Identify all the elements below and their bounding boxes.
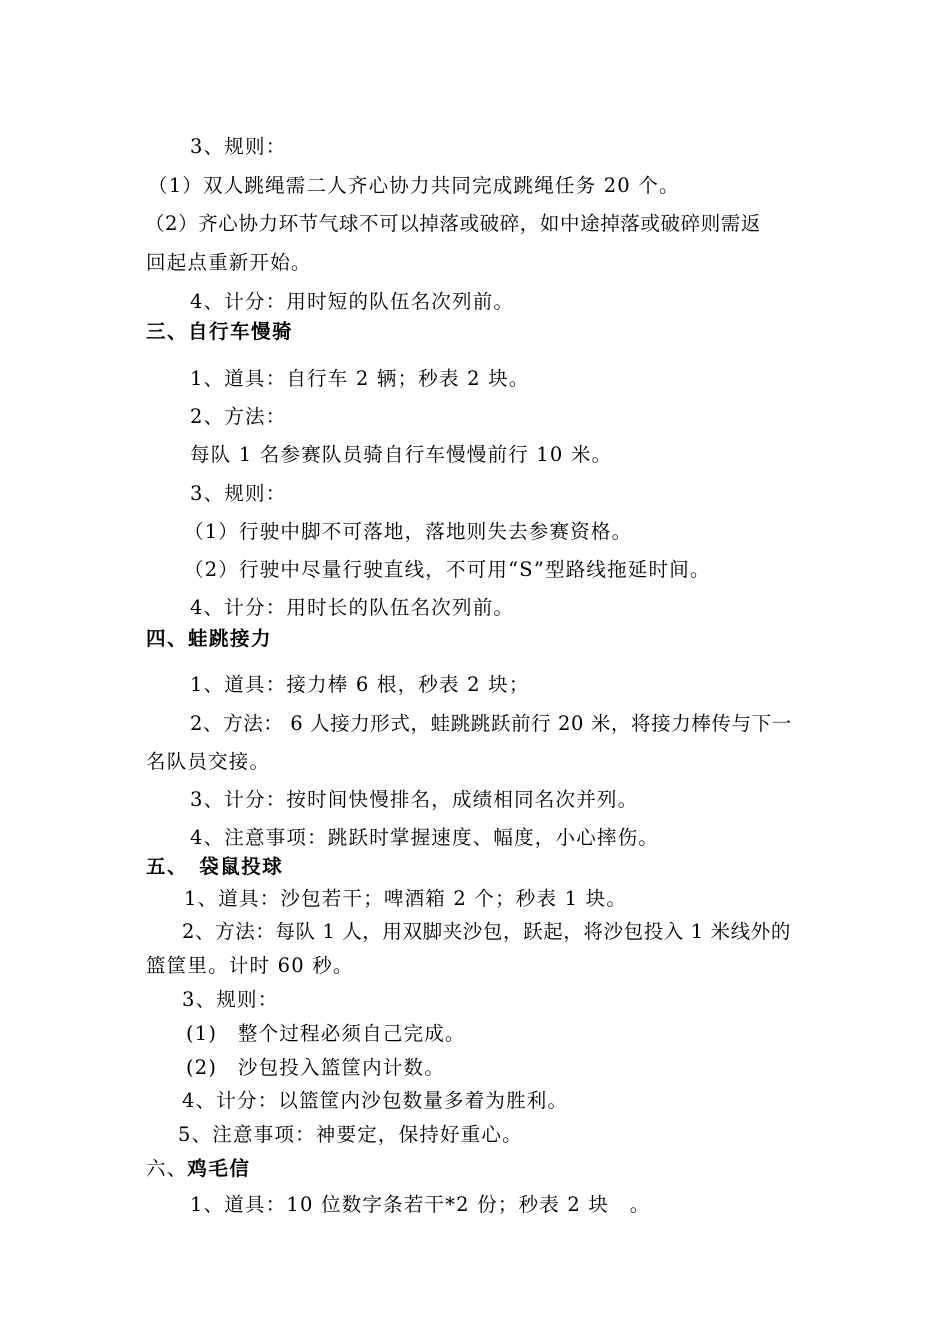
s5-method-line-2: 篮筐里。计时 60 秒。 xyxy=(146,954,354,977)
s3-rule-1: （1）行驶中脚不可落地，落地则失去参赛资格。 xyxy=(184,520,633,543)
s2-rule-2-line-1: （2）齐心协力环节气球不可以掉落或破碎，如中途掉落或破碎则需返 xyxy=(145,212,762,235)
s3-method: 每队 1 名参赛队员骑自行车慢慢前行 10 米。 xyxy=(190,443,613,466)
s5-props: 1、道具：沙包若干；啤酒箱 2 个；秒表 1 块。 xyxy=(184,887,628,910)
s6-props: 1、道具：10 位数字条若干*2 份；秒表 2 块 。 xyxy=(190,1193,651,1216)
s2-score: 4、计分：用时短的队伍名次列前。 xyxy=(190,290,515,313)
section-6-number: 六、 xyxy=(146,1157,188,1180)
s5-rule-title: 3、规则： xyxy=(182,988,279,1011)
s4-method-line-1: 2、方法： 6 人接力形式，蛙跳跳跃前行 20 米，将接力棒传与下一 xyxy=(190,712,792,735)
s4-note: 4、注意事项：跳跃时掌握速度、幅度，小心摔伤。 xyxy=(190,826,660,849)
s5-rule-2: (2) 沙包投入篮筐内计数。 xyxy=(186,1056,445,1079)
s5-rule-1: (1) 整个过程必须自己完成。 xyxy=(186,1022,466,1045)
s2-rule-title: 3、规则： xyxy=(190,135,287,158)
section-5-heading: 五、 袋鼠投球 xyxy=(146,855,284,878)
s2-rule-2-line-2: 回起点重新开始。 xyxy=(146,251,312,274)
section-4-heading: 四、蛙跳接力 xyxy=(146,627,273,650)
s4-method-line-2: 名队员交接。 xyxy=(146,750,271,773)
section-6-title: 鸡毛信 xyxy=(187,1157,251,1180)
s5-note: 5、注意事项：神要定，保持好重心。 xyxy=(178,1123,523,1146)
s4-score: 3、计分：按时间快慢排名，成绩相同名次并列。 xyxy=(190,788,639,811)
s3-props: 1、道具：自行车 2 辆；秒表 2 块。 xyxy=(190,367,530,390)
s5-method-line-1: 2、方法：每队 1 人，用双脚夹沙包，跃起，将沙包投入 1 米线外的 xyxy=(182,920,791,943)
s4-props: 1、道具：接力棒 6 根，秒表 2 块； xyxy=(190,673,530,696)
s3-rule-2: （2）行驶中尽量行驶直线，不可用“S”型路线拖延时间。 xyxy=(184,558,711,581)
s3-method-title: 2、方法： xyxy=(190,405,287,428)
section-3-heading: 三、自行车慢骑 xyxy=(146,320,294,343)
s2-rule-1: （1）双人跳绳需二人齐心协力共同完成跳绳任务 20 个。 xyxy=(148,174,680,197)
s3-score: 4、计分：用时长的队伍名次列前。 xyxy=(190,596,515,619)
s5-score: 4、计分：以篮筐内沙包数量多着为胜利。 xyxy=(182,1089,569,1112)
section-6-heading xyxy=(146,1155,250,1183)
s3-rule-title: 3、规则： xyxy=(190,482,287,505)
